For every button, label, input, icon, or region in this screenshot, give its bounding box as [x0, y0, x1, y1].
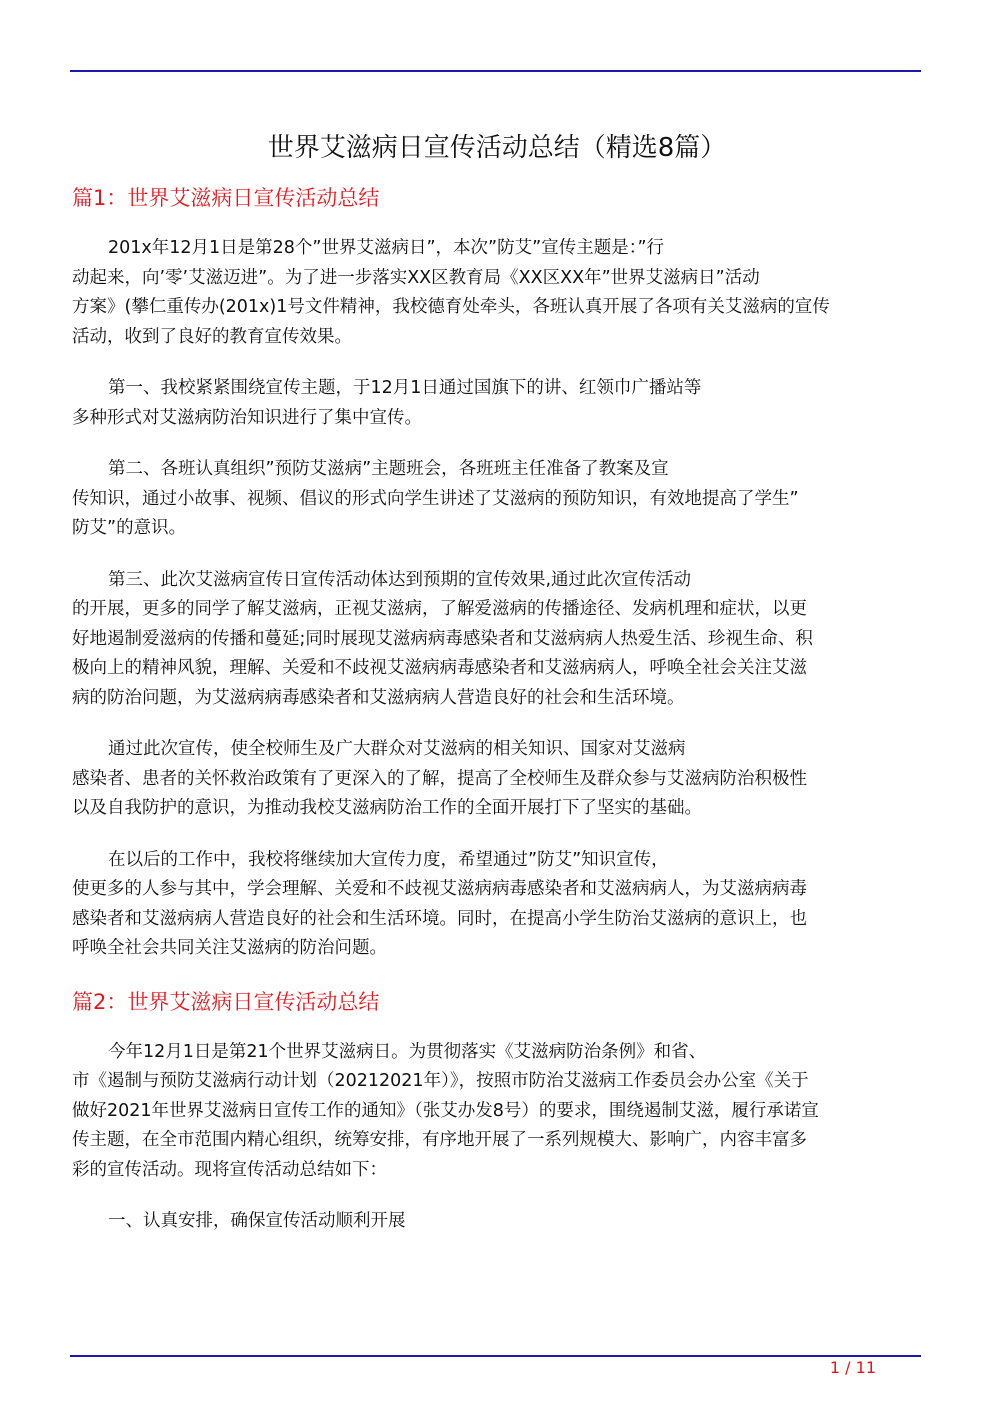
section-heading: 篇2：世界艾滋病日宣传活动总结	[72, 989, 380, 1014]
paragraph-line: 感染者、患者的关怀救治政策有了更深入的了解，提高了全校师生及群众参与艾滋病防治积极性	[72, 768, 807, 789]
document-title: 世界艾滋病日宣传活动总结（精选8篇）	[267, 133, 727, 163]
paragraph-line: 呼唤全社会共同关注艾滋病的防治问题。	[72, 938, 387, 958]
paragraph-line: 感染者和艾滋病病人营造良好的社会和生活环境。同时，在提高小学生防治艾滋病的意识上，也	[72, 908, 807, 929]
page-number: 1 / 11	[829, 1358, 876, 1377]
paragraph-line: 的开展，更多的同学了解艾滋病，正视艾滋病，了解爱滋病的传播途径、发病机理和症状，以更	[72, 599, 807, 619]
paragraph-line: 今年12月1日是第21个世界艾滋病日。为贯彻落实《艾滋病防治条例》和省、	[108, 1041, 707, 1062]
sections	[72, 182, 922, 1237]
paragraph	[72, 234, 922, 352]
paragraph-line: 方案》(攀仁重传办(201x)1号文件精神，我校德育处牵头，各班认真开展了各项有关艾滋病的宣传	[72, 297, 830, 317]
document-body	[72, 128, 922, 1259]
paragraph-line: 第二、各班认真组织”预防艾滋病”主题班会，各班班主任准备了教案及宣	[108, 459, 669, 479]
paragraph-line: 防艾”的意识。	[72, 518, 187, 538]
paragraph-line: 活动，收到了良好的教育宣传效果。	[72, 326, 352, 347]
header-rule	[70, 70, 921, 72]
paragraph-line: 多种形式对艾滋病防治知识进行了集中宣传。	[72, 407, 422, 428]
paragraph-line: 好地遏制爱滋病的传播和蔓延;同时展现艾滋病病毒感染者和艾滋病病人热爱生活、珍视生命、积	[72, 628, 813, 649]
paragraph	[72, 846, 922, 964]
paragraph-line: 市《遏制与预防艾滋病行动计划（20212021年）》，按照市防治艾滋病工作委员会办公室《关于	[72, 1071, 809, 1091]
paragraph	[72, 566, 922, 714]
paragraph-line: 病的防治问题，为艾滋病病毒感染者和艾滋病病人营造良好的社会和生活环境。	[72, 687, 685, 708]
paragraph	[72, 735, 922, 824]
section-heading: 篇1：世界艾滋病日宣传活动总结	[72, 186, 380, 210]
paragraph-line: 第一、我校紧紧围绕宣传主题，于12月1日通过国旗下的讲、红领巾广播站等	[108, 378, 702, 398]
paragraph	[72, 455, 922, 544]
paragraph	[72, 1038, 922, 1186]
footer-rule	[70, 1355, 921, 1357]
paragraph-line: 在以后的工作中，我校将继续加大宣传力度，希望通过”防艾”知识宣传，	[108, 849, 669, 870]
paragraph-line: 使更多的人参与其中，学会理解、关爱和不歧视艾滋病病毒感染者和艾滋病病人，为艾滋病病毒	[72, 879, 807, 899]
paragraph	[72, 1207, 922, 1237]
paragraph-line: 动起来，向’零’艾滋迈进”。为了进一步落实XX区教育局《XX区XX年”世界艾滋病日”活动	[72, 267, 760, 288]
paragraph-line: 201x年12月1日是第28个”世界艾滋病日”，本次”防艾”宣传主题是：”行	[108, 238, 665, 258]
paragraph-line: 传知识，通过小故事、视频、倡议的形式向学生讲述了艾滋病的预防知识，有效地提高了学生”	[72, 488, 799, 509]
paragraph-line: 第三、此次艾滋病宣传日宣传活动体达到预期的宣传效果,通过此次宣传活动	[108, 569, 692, 590]
paragraph-line: 彩的宣传活动。现将宣传活动总结如下：	[72, 1159, 387, 1180]
paragraph	[72, 374, 922, 433]
paragraph-line: 做好2021年世界艾滋病日宣传工作的通知》（张艾办发8号）的要求，围绕遏制艾滋，履行承诺宣	[72, 1100, 819, 1121]
paragraph-line: 极向上的精神风貌，理解、关爱和不歧视艾滋病病毒感染者和艾滋病病人，呼唤全社会关注艾滋	[72, 658, 807, 678]
paragraph-line: 以及自我防护的意识，为推动我校艾滋病防治工作的全面开展打下了坚实的基础。	[72, 798, 702, 818]
paragraph-line: 传主题，在全市范围内精心组织，统筹安排，有序地开展了一系列规模大、影响广，内容丰富多	[72, 1130, 807, 1150]
paragraph-line: 通过此次宣传，使全校师生及广大群众对艾滋病的相关知识、国家对艾滋病	[108, 739, 686, 759]
paragraph-line: 一、认真安排，确保宣传活动顺利开展	[108, 1211, 406, 1231]
